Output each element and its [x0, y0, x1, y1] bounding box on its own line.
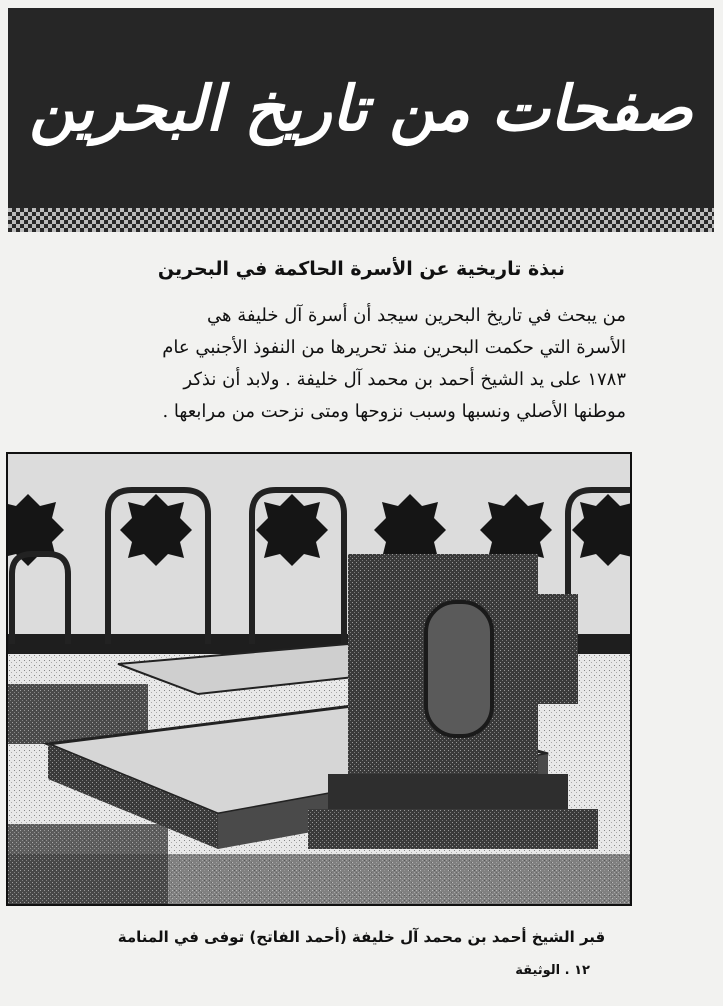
- page-folio: ١٢ . الوثيقة: [515, 963, 590, 978]
- article-line: موطنها الأصلي ونسبها وسبب نزوحها ومتى نزحت من مرابعها .: [162, 401, 626, 422]
- photo-caption: قبر الشيخ أحمد بن محمد آل خليفة (أحمد الفاتح) توفى في المنامة: [117, 928, 606, 946]
- checkered-divider: [8, 208, 714, 232]
- article-body: [36, 300, 626, 428]
- article-headline: نبذة تاريخية عن الأسرة الحاكمة في البحرين: [157, 258, 566, 280]
- masthead-banner: [8, 8, 714, 208]
- article-line: من يبحث في تاريخ البحرين سيجد أن أسرة آل خليفة هي: [207, 305, 626, 326]
- masthead-title: صفحات من تاريخ البحرين: [29, 72, 693, 145]
- tomb-photo-illustration: [8, 454, 630, 904]
- article-line: ١٧٨٣ على يد الشيخ أحمد بن محمد آل خليفة . ولابد أن نذكر: [183, 369, 626, 390]
- article-line: الأسرة التي حكمت البحرين منذ تحريرها من النفوذ الأجنبي عام: [162, 337, 626, 358]
- tomb-photograph: [6, 452, 632, 906]
